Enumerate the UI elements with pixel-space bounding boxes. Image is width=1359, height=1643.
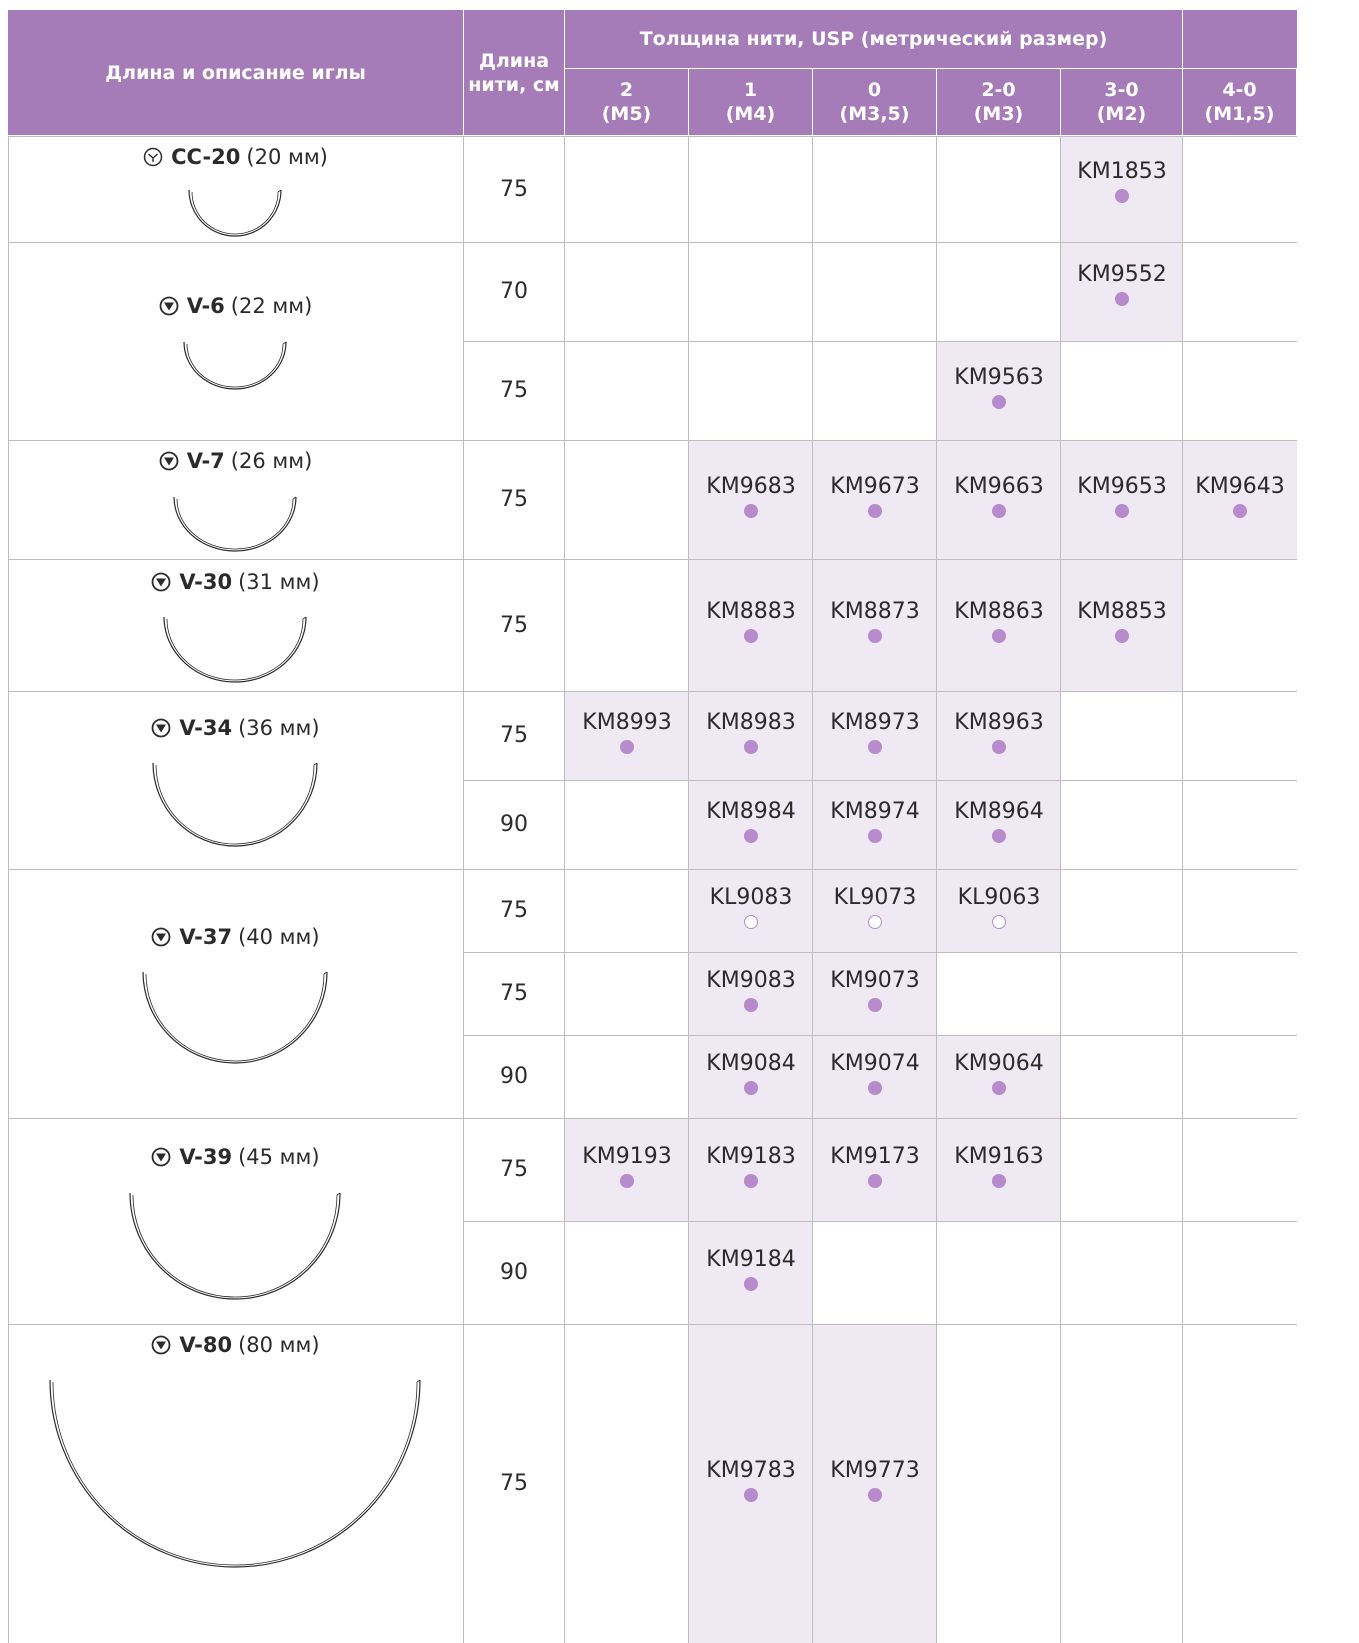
needle-size: (80 мм) <box>238 1333 320 1357</box>
product-code: KM9683 <box>706 473 796 499</box>
filled-dot-icon <box>744 504 758 518</box>
hollow-dot-icon <box>992 915 1006 929</box>
filled-dot-icon <box>992 740 1006 754</box>
filled-dot-icon <box>868 1081 882 1095</box>
product-code: KM8863 <box>954 599 1044 624</box>
needle-size: (45 мм) <box>238 1145 320 1169</box>
taper-cut-icon <box>151 1335 171 1355</box>
needle-shape-icon <box>138 972 332 1073</box>
filled-dot-icon <box>992 504 1006 518</box>
needle-label <box>8 568 463 596</box>
product-code-cell[interactable] <box>937 776 1061 865</box>
product-code-cell[interactable] <box>565 687 689 776</box>
filled-dot-icon <box>1115 292 1129 306</box>
product-code-cell[interactable] <box>813 948 937 1031</box>
filled-dot-icon <box>992 395 1006 409</box>
header-divider <box>565 68 1297 69</box>
thread-length: 90 <box>500 812 528 837</box>
header-needle-description <box>8 10 463 135</box>
product-code-cell[interactable] <box>937 337 1061 436</box>
thread-length: 75 <box>500 487 528 512</box>
header-size-usp: 2-0 <box>981 79 1016 101</box>
product-code: KM8993 <box>582 709 672 735</box>
product-code: KM9064 <box>954 1050 1044 1076</box>
filled-dot-icon <box>744 1081 758 1095</box>
filled-dot-icon <box>868 740 882 754</box>
product-code-cell[interactable] <box>689 865 813 948</box>
thread-length: 75 <box>500 723 528 748</box>
filled-dot-icon <box>992 829 1006 843</box>
product-code-cell[interactable] <box>689 948 813 1031</box>
product-code: KM9773 <box>830 1457 920 1483</box>
header-divider <box>1060 69 1061 135</box>
product-code: KM9074 <box>830 1050 920 1076</box>
thread-length: 75 <box>500 1471 528 1496</box>
header-size-metric: (M3) <box>973 103 1024 125</box>
product-code: KM9563 <box>954 364 1044 390</box>
product-code: KM8973 <box>830 709 920 735</box>
filled-dot-icon <box>744 1174 758 1188</box>
thread-length: 70 <box>500 279 528 304</box>
product-code: KM8974 <box>830 798 920 824</box>
filled-dot-icon <box>620 740 634 754</box>
row-border <box>464 341 1297 342</box>
product-code: KM9173 <box>830 1143 920 1169</box>
product-code-cell[interactable] <box>937 865 1061 948</box>
cutting-point-icon <box>143 147 163 167</box>
filled-dot-icon <box>744 829 758 843</box>
needle-code: V-37 <box>179 925 233 949</box>
needle-size: (36 мм) <box>238 716 320 740</box>
filled-dot-icon <box>992 629 1006 643</box>
product-code-cell[interactable] <box>689 776 813 865</box>
taper-cut-icon <box>151 572 171 592</box>
product-code: KM9083 <box>706 967 796 993</box>
needle-shape-icon <box>45 1380 425 1577</box>
product-code: KM8883 <box>706 599 796 624</box>
product-code: KM9163 <box>954 1143 1044 1169</box>
thread-length: 90 <box>500 1064 528 1089</box>
header-size-1 <box>689 69 812 135</box>
product-code: KM8963 <box>954 709 1044 735</box>
product-code: KL9073 <box>833 884 917 910</box>
header-thread-length-line1: Длина <box>478 49 550 72</box>
thread-length: 75 <box>500 981 528 1006</box>
product-code-cell[interactable] <box>689 436 813 555</box>
thread-length: 75 <box>500 1157 528 1182</box>
product-code-cell[interactable] <box>937 1114 1061 1217</box>
needle-label <box>8 714 463 742</box>
needle-shape-icon <box>169 497 301 561</box>
product-code: KM9184 <box>706 1246 796 1272</box>
filled-dot-icon <box>868 1488 882 1502</box>
filled-dot-icon <box>868 829 882 843</box>
product-code-cell[interactable] <box>937 555 1061 687</box>
product-code-cell[interactable] <box>813 1031 937 1114</box>
product-code-cell[interactable] <box>813 1114 937 1217</box>
filled-dot-icon <box>744 1277 758 1291</box>
needle-size: (22 мм) <box>230 294 313 318</box>
header-size-5 <box>1183 69 1296 135</box>
product-code: KM9643 <box>1195 473 1285 499</box>
taper-cut-icon <box>151 1147 171 1167</box>
header-divider <box>463 10 464 135</box>
needle-label <box>8 1331 463 1359</box>
needle-label <box>8 1143 463 1171</box>
product-code: KM9783 <box>706 1457 796 1483</box>
header-size-0 <box>565 69 688 135</box>
filled-dot-icon <box>868 629 882 643</box>
product-code-cell[interactable] <box>1061 436 1183 555</box>
product-code-cell[interactable] <box>937 1031 1061 1114</box>
thread-length: 75 <box>500 176 528 202</box>
header-size-4 <box>1061 69 1182 135</box>
header-size-2 <box>813 69 936 135</box>
product-code: KM9183 <box>706 1143 796 1169</box>
needle-size: (20 мм) <box>246 145 328 169</box>
row-border <box>464 1221 1297 1222</box>
needle-shape-icon <box>125 1193 345 1309</box>
product-code-cell[interactable] <box>813 436 937 555</box>
needle-label <box>8 923 463 951</box>
needle-code: V-39 <box>179 1145 233 1169</box>
product-code-cell[interactable] <box>689 555 813 687</box>
product-code: KM9084 <box>706 1050 796 1076</box>
product-code: KM9073 <box>830 967 920 993</box>
product-code-cell[interactable] <box>813 865 937 948</box>
needle-code: V-6 <box>186 294 225 318</box>
product-code: KM8983 <box>706 709 796 735</box>
hollow-dot-icon <box>868 915 882 929</box>
product-code: KM8873 <box>830 599 920 624</box>
header-divider <box>688 69 689 135</box>
taper-cut-icon <box>159 451 179 471</box>
product-code: KM8853 <box>1077 599 1167 624</box>
product-code-cell[interactable] <box>689 1031 813 1114</box>
col-border <box>1182 136 1183 1643</box>
filled-dot-icon <box>1233 504 1247 518</box>
product-code-cell[interactable] <box>937 436 1061 555</box>
taper-cut-icon <box>151 927 171 947</box>
filled-dot-icon <box>868 1174 882 1188</box>
row-border <box>8 1324 1297 1325</box>
needle-size: (26 мм) <box>230 449 313 473</box>
filled-dot-icon <box>744 740 758 754</box>
needle-shape-icon <box>159 617 311 692</box>
product-code: KL9083 <box>709 884 793 910</box>
col-border <box>8 136 9 1643</box>
needle-size: (40 мм) <box>238 925 320 949</box>
filled-dot-icon <box>744 998 758 1012</box>
filled-dot-icon <box>868 504 882 518</box>
filled-dot-icon <box>868 998 882 1012</box>
product-code-cell[interactable] <box>689 1114 813 1217</box>
taper-cut-icon <box>151 718 171 738</box>
header-thread-length <box>464 10 564 135</box>
col-border <box>564 136 565 1643</box>
product-code: KM1853 <box>1077 159 1167 184</box>
needle-label <box>8 447 463 475</box>
needle-code: V-80 <box>179 1333 233 1357</box>
row-border <box>8 869 1297 870</box>
header-size-usp: 2 <box>619 79 634 101</box>
product-code-cell[interactable] <box>1061 128 1183 234</box>
product-code: KM9663 <box>954 473 1044 499</box>
product-code: KM9653 <box>1077 473 1167 499</box>
header-thread-thickness <box>565 10 1182 68</box>
header-size-metric: (M2) <box>1096 103 1147 125</box>
needle-code: V-34 <box>179 716 233 740</box>
filled-dot-icon <box>1115 504 1129 518</box>
product-code-cell[interactable] <box>813 687 937 776</box>
header-size-usp: 3-0 <box>1104 79 1139 101</box>
filled-dot-icon <box>1115 629 1129 643</box>
product-code: KM9673 <box>830 473 920 499</box>
product-code: KM8984 <box>706 798 796 824</box>
product-code-cell[interactable] <box>689 687 813 776</box>
filled-dot-icon <box>620 1174 634 1188</box>
header-divider <box>564 10 565 135</box>
needle-label <box>8 143 463 171</box>
product-code-cell[interactable] <box>1061 555 1183 687</box>
header-size-usp: 0 <box>867 79 882 101</box>
header-size-metric: (M1,5) <box>1204 103 1275 125</box>
needle-shape-icon <box>179 342 291 399</box>
needle-shape-icon <box>148 763 322 856</box>
product-code: KL9063 <box>957 884 1041 910</box>
header-size-metric: (M5) <box>601 103 652 125</box>
header-divider <box>1182 69 1183 135</box>
product-code-cell[interactable] <box>813 1320 937 1639</box>
taper-cut-icon <box>159 296 179 316</box>
header-divider <box>812 69 813 135</box>
thread-length: 75 <box>500 612 528 638</box>
needle-label <box>8 292 463 320</box>
filled-dot-icon <box>744 629 758 643</box>
needle-shape-icon <box>184 190 286 246</box>
header-needle-description-text: Длина и описание иглы <box>105 61 366 84</box>
header-divider <box>1182 10 1183 68</box>
product-code-cell[interactable] <box>1183 436 1297 555</box>
product-code-cell[interactable] <box>689 1320 813 1639</box>
thread-length: 75 <box>500 378 528 403</box>
header-thread-thickness-text: Толщина нити, USP (метрический размер) <box>639 28 1108 50</box>
product-code-cell[interactable] <box>813 776 937 865</box>
product-code-cell[interactable] <box>565 1114 689 1217</box>
needle-code: CC-20 <box>171 145 241 169</box>
header-divider <box>936 69 937 135</box>
needle-code: V-30 <box>179 570 233 594</box>
header-size-usp: 4-0 <box>1222 79 1257 101</box>
header-size-3 <box>937 69 1060 135</box>
product-code: KM9193 <box>582 1143 672 1169</box>
header-thread-length-line2: нити, см <box>468 73 560 96</box>
header-size-metric: (M3,5) <box>839 103 910 125</box>
filled-dot-icon <box>992 1174 1006 1188</box>
header-size-usp: 1 <box>743 79 758 101</box>
needle-code: V-7 <box>186 449 225 473</box>
thread-length: 90 <box>500 1260 528 1285</box>
filled-dot-icon <box>992 1081 1006 1095</box>
thread-length: 75 <box>500 898 528 923</box>
product-code: KM9552 <box>1077 261 1167 287</box>
filled-dot-icon <box>1115 189 1129 203</box>
product-code-cell[interactable] <box>937 687 1061 776</box>
needle-size: (31 мм) <box>238 570 320 594</box>
product-code: KM8964 <box>954 798 1044 824</box>
product-code-cell[interactable] <box>689 1217 813 1320</box>
product-code-cell[interactable] <box>1061 234 1183 333</box>
filled-dot-icon <box>744 1488 758 1502</box>
header-extra-column <box>1183 10 1297 68</box>
product-code-cell[interactable] <box>813 555 937 687</box>
header-size-metric: (M4) <box>725 103 776 125</box>
hollow-dot-icon <box>744 915 758 929</box>
